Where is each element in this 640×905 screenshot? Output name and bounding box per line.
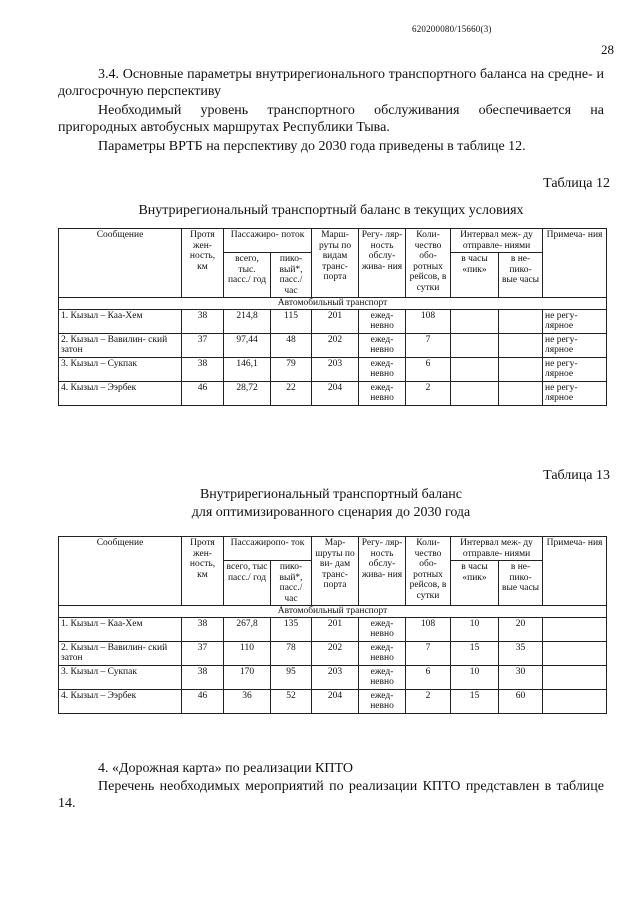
header-interval: Интервал меж- ду отправле- ниями	[451, 537, 543, 561]
cell-route: 3. Кызыл – Сукпак	[59, 665, 182, 689]
cell-regularity: ежед- невно	[359, 309, 406, 333]
header-interval-peak: в часы «пик»	[451, 253, 499, 298]
table-row	[59, 617, 607, 641]
cell-route: 1. Кызыл – Каа-Хем	[59, 309, 182, 333]
header-interval-peak: в часы «пик»	[451, 561, 499, 606]
cell-total: 28,72	[224, 381, 271, 405]
cell-trips: 108	[406, 617, 451, 641]
cell-regularity: ежед- невно	[359, 641, 406, 665]
cell-notes	[543, 689, 607, 713]
cell-notes	[543, 617, 607, 641]
cell-routes: 202	[312, 333, 359, 357]
cell-trips: 108	[406, 309, 451, 333]
cell-route: 3. Кызыл – Сукпак	[59, 357, 182, 381]
cell-total: 170	[224, 665, 271, 689]
cell-trips: 2	[406, 689, 451, 713]
section-row: Автомобильный транспорт	[59, 606, 607, 618]
document-number: 620200080/15660(3)	[412, 24, 492, 34]
cell-regularity: ежед- невно	[359, 665, 406, 689]
cell-interval-peak: 15	[451, 641, 499, 665]
cell-total: 146,1	[224, 357, 271, 381]
header-length: Протя жен- ность, км	[182, 537, 224, 606]
section4-heading: 4. «Дорожная карта» по реализации КПТО	[98, 761, 353, 776]
cell-route: 1. Кызыл – Каа-Хем	[59, 617, 182, 641]
cell-peak: 48	[271, 333, 312, 357]
cell-interval-offpeak: 20	[499, 617, 543, 641]
cell-total: 36	[224, 689, 271, 713]
header-total: всего, тыс. пасс./ год	[224, 253, 271, 298]
cell-interval-offpeak: 35	[499, 641, 543, 665]
cell-interval-peak: 10	[451, 665, 499, 689]
header-total: всего, тыс пасс./ год	[224, 561, 271, 606]
table-row	[59, 357, 607, 381]
section-row: Автомобильный транспорт	[59, 298, 607, 310]
cell-route: 4. Кызыл – Ээрбек	[59, 381, 182, 405]
cell-regularity: ежед- невно	[359, 381, 406, 405]
cell-trips: 2	[406, 381, 451, 405]
section-heading: 3.4. Основные параметры внутрирегионального транспортного баланса на средне- и долгосрочную перспективу	[58, 67, 604, 99]
cell-length: 38	[182, 309, 224, 333]
table-row	[59, 641, 607, 665]
intro-paragraph-1: Необходимый уровень транспортного обслуживания обеспечивается на пригородных автобусных маршрутах Республики Тыва.	[58, 103, 604, 135]
cell-total: 97,44	[224, 333, 271, 357]
cell-routes: 201	[312, 617, 359, 641]
header-peak: пико- вый*, пасс./ час	[271, 561, 312, 606]
cell-trips: 6	[406, 357, 451, 381]
cell-notes: не регу- лярное	[543, 357, 607, 381]
intro-paragraph-2: Параметры ВРТБ на перспективу до 2030 года приведены в таблице 12.	[98, 139, 526, 154]
cell-regularity: ежед- невно	[359, 333, 406, 357]
header-routes: Мар- шруты по ви- дам транс- порта	[312, 537, 359, 606]
table-13	[58, 536, 607, 714]
table-row	[59, 309, 607, 333]
cell-peak: 22	[271, 381, 312, 405]
cell-notes: не регу- лярное	[543, 309, 607, 333]
cell-regularity: ежед- невно	[359, 617, 406, 641]
cell-peak: 52	[271, 689, 312, 713]
cell-notes: не регу- лярное	[543, 381, 607, 405]
header-passenger-flow: Пассажиропо- ток	[224, 537, 312, 561]
cell-trips: 6	[406, 665, 451, 689]
cell-total: 110	[224, 641, 271, 665]
cell-interval-peak: 10	[451, 617, 499, 641]
table13-title-line2: для оптимизированного сценария до 2030 года	[191, 505, 471, 520]
cell-interval-offpeak	[499, 333, 543, 357]
cell-interval-offpeak	[499, 381, 543, 405]
cell-length: 38	[182, 357, 224, 381]
header-peak: пико- вый*, пасс./ час	[271, 253, 312, 298]
table-row	[59, 381, 607, 405]
header-interval: Интервал меж- ду отправле- ниями	[451, 229, 543, 253]
cell-routes: 201	[312, 309, 359, 333]
cell-route: 4. Кызыл – Ээрбек	[59, 689, 182, 713]
cell-routes: 203	[312, 357, 359, 381]
header-interval-offpeak: в не- пико- вые часы	[499, 253, 543, 298]
table12-title: Внутрирегиональный транспортный баланс в текущих условиях	[138, 203, 524, 218]
header-routes: Марш- руты по видам транс- порта	[312, 229, 359, 298]
cell-route: 2. Кызыл – Вавилин- ский затон	[59, 333, 182, 357]
table-12	[58, 228, 607, 406]
page-number: 28	[601, 42, 614, 57]
cell-routes: 204	[312, 689, 359, 713]
section4-paragraph: Перечень необходимых мероприятий по реализации КПТО представлен в таблице 14.	[58, 779, 604, 811]
cell-interval-peak	[451, 381, 499, 405]
cell-peak: 135	[271, 617, 312, 641]
cell-notes	[543, 641, 607, 665]
header-route: Сообщение	[59, 537, 182, 606]
cell-regularity: ежед- невно	[359, 689, 406, 713]
cell-length: 38	[182, 665, 224, 689]
header-notes: Примеча- ния	[543, 537, 607, 606]
cell-length: 37	[182, 333, 224, 357]
cell-route: 2. Кызыл – Вавилин- ский затон	[59, 641, 182, 665]
header-length: Протя жен- ность, км	[182, 229, 224, 298]
cell-notes	[543, 665, 607, 689]
cell-interval-peak	[451, 357, 499, 381]
cell-interval-peak	[451, 333, 499, 357]
cell-routes: 202	[312, 641, 359, 665]
header-notes: Примеча- ния	[543, 229, 607, 298]
table13-label: Таблица 13	[543, 468, 610, 483]
cell-total: 214,8	[224, 309, 271, 333]
cell-notes: не регу- лярное	[543, 333, 607, 357]
cell-trips: 7	[406, 641, 451, 665]
table-row	[59, 689, 607, 713]
cell-peak: 115	[271, 309, 312, 333]
cell-interval-offpeak: 30	[499, 665, 543, 689]
header-interval-offpeak: в не- пико- вые часы	[499, 561, 543, 606]
header-route: Сообщение	[59, 229, 182, 298]
cell-peak: 78	[271, 641, 312, 665]
cell-total: 267,8	[224, 617, 271, 641]
cell-peak: 95	[271, 665, 312, 689]
cell-peak: 79	[271, 357, 312, 381]
header-regularity: Регу- ляр- ность обслу- жива- ния	[359, 537, 406, 606]
table-row	[59, 665, 607, 689]
header-trips: Коли- чество обо- ротных рейсов, в сутки	[406, 229, 451, 298]
cell-routes: 204	[312, 381, 359, 405]
cell-length: 46	[182, 381, 224, 405]
cell-interval-offpeak	[499, 309, 543, 333]
cell-length: 37	[182, 641, 224, 665]
table13-title-line1: Внутрирегиональный транспортный баланс	[199, 487, 463, 502]
cell-interval-peak	[451, 309, 499, 333]
cell-regularity: ежед- невно	[359, 357, 406, 381]
cell-interval-peak: 15	[451, 689, 499, 713]
cell-trips: 7	[406, 333, 451, 357]
cell-length: 46	[182, 689, 224, 713]
cell-interval-offpeak: 60	[499, 689, 543, 713]
header-trips: Коли- чество обо- ротных рейсов, в сутки	[406, 537, 451, 606]
header-passenger-flow: Пассажиро- поток	[224, 229, 312, 253]
table12-label: Таблица 12	[543, 176, 610, 191]
cell-length: 38	[182, 617, 224, 641]
cell-routes: 203	[312, 665, 359, 689]
cell-interval-offpeak	[499, 357, 543, 381]
table-row	[59, 333, 607, 357]
header-regularity: Регу- ляр- ность обслу- жива- ния	[359, 229, 406, 298]
